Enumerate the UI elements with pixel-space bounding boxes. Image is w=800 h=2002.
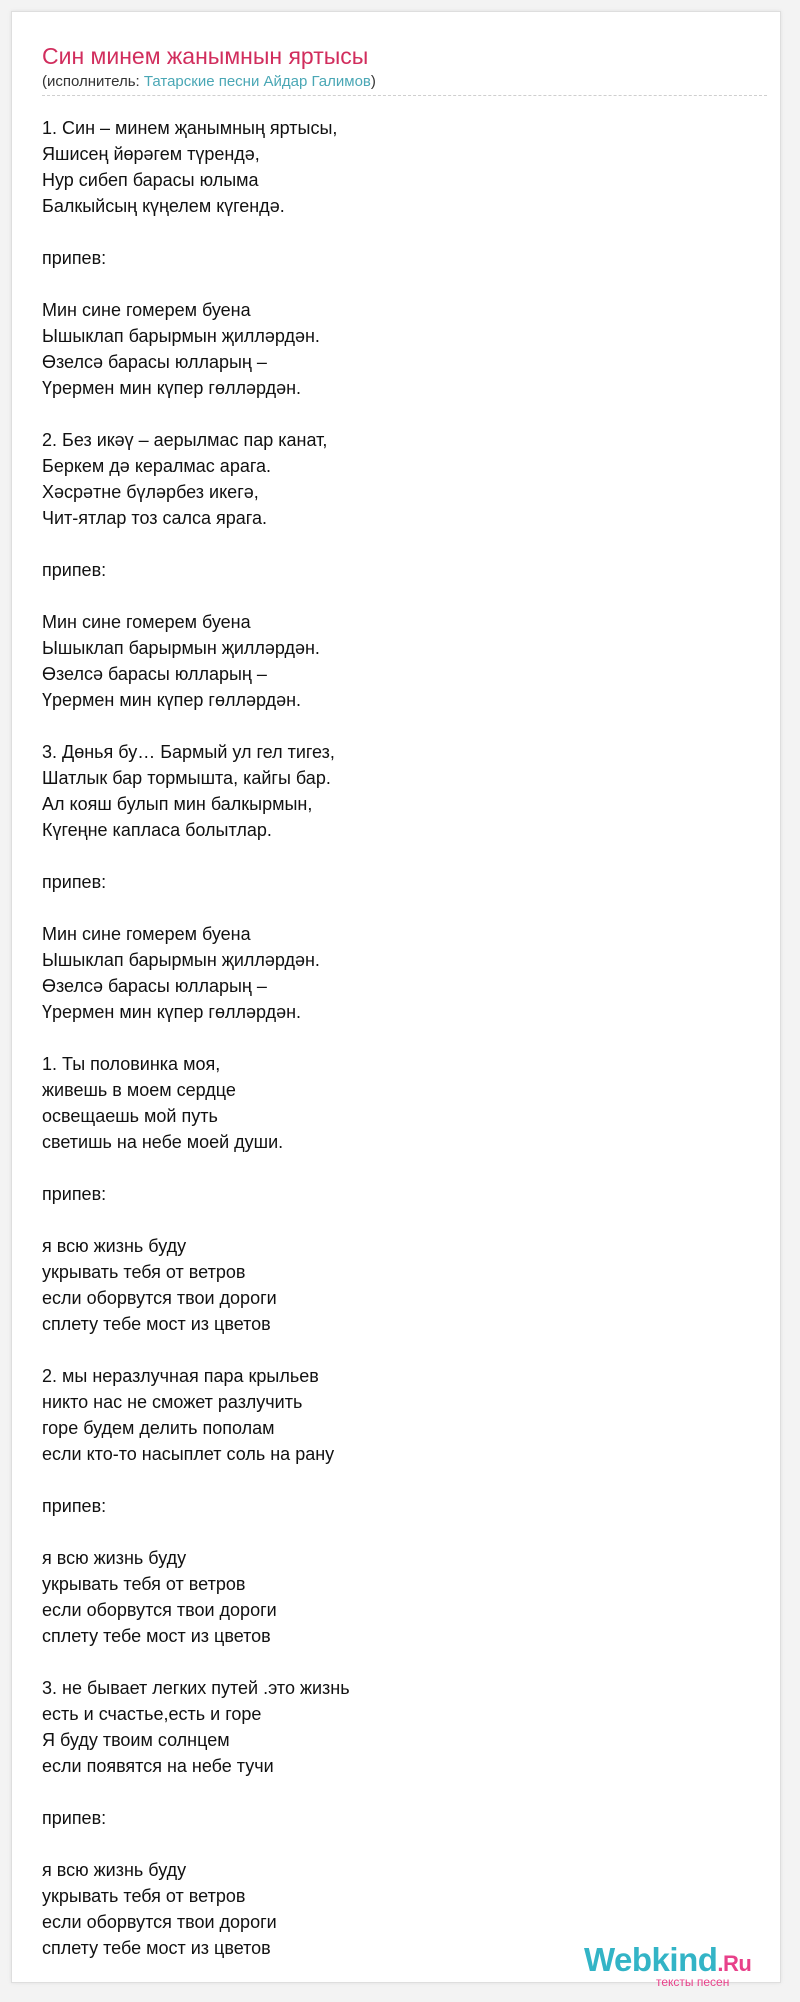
- lyrics-line: я всю жизнь буду: [42, 1860, 187, 1880]
- lyrics-line: Яшисең йөрәгем түрендә,: [42, 144, 260, 164]
- lyrics-line: 2. мы неразлучная пара крыльев: [42, 1366, 319, 1386]
- lyrics-line: Өзелсә барасы юлларың –: [42, 664, 267, 684]
- lyrics-text: [42, 115, 742, 1961]
- lyrics-blank-line: [42, 895, 742, 921]
- lyrics-blank-line: [42, 1337, 742, 1363]
- lyrics-line: припев:: [42, 560, 107, 580]
- lyrics-line: Өзелсә барасы юлларың –: [42, 352, 267, 372]
- lyrics-line: Күгеңне капласа болытлар.: [42, 820, 272, 840]
- lyrics-line: припев:: [42, 1808, 107, 1828]
- lyrics-line: припев:: [42, 872, 107, 892]
- lyrics-line: укрывать тебя от ветров: [42, 1886, 246, 1906]
- lyrics-blank-line: [42, 531, 742, 557]
- lyrics-line: Ал кояш булып мин балкырмын,: [42, 794, 313, 814]
- lyrics-line: 3. не бывает легких путей .это жизнь: [42, 1678, 350, 1698]
- lyrics-line: Хәсрәтне бүләрбез икегә,: [42, 482, 259, 502]
- lyrics-line: если оборвутся твои дороги: [42, 1912, 277, 1932]
- lyrics-line: освещаешь мой путь: [42, 1106, 218, 1126]
- lyrics-line: Балкыйсың күңелем күгендә.: [42, 196, 285, 216]
- lyrics-line: Ышыклап барырмын җилләрдән.: [42, 638, 320, 658]
- lyrics-line: Чит-ятлар тоз салса ярага.: [42, 508, 267, 528]
- lyrics-line: припев:: [42, 1496, 107, 1516]
- lyrics-line: 1. Син – минем җанымның яртысы,: [42, 118, 338, 138]
- lyrics-line: светишь на небе моей души.: [42, 1132, 284, 1152]
- lyrics-line: Мин сине гомерем буена: [42, 612, 251, 632]
- lyrics-blank-line: [42, 1649, 742, 1675]
- lyrics-line: Мин сине гомерем буена: [42, 924, 251, 944]
- lyrics-line: Я буду твоим солнцем: [42, 1730, 230, 1750]
- lyrics-line: я всю жизнь буду: [42, 1236, 187, 1256]
- lyrics-line: припев:: [42, 1184, 107, 1204]
- lyrics-blank-line: [42, 1831, 742, 1857]
- lyrics-line: если появятся на небе тучи: [42, 1756, 274, 1776]
- lyrics-line: Ышыклап барырмын җилләрдән.: [42, 326, 320, 346]
- lyrics-line: если кто-то насыплет соль на рану: [42, 1444, 335, 1464]
- lyrics-line: если оборвутся твои дороги: [42, 1288, 277, 1308]
- lyrics-line: сплету тебе мост из цветов: [42, 1938, 271, 1958]
- lyrics-blank-line: [42, 1519, 742, 1545]
- lyrics-blank-line: [42, 713, 742, 739]
- lyrics-line: укрывать тебя от ветров: [42, 1574, 246, 1594]
- lyrics-blank-line: [42, 219, 742, 245]
- lyrics-blank-line: [42, 1155, 742, 1181]
- lyrics-line: никто нас не сможет разлучить: [42, 1392, 303, 1412]
- lyrics-blank-line: [42, 1025, 742, 1051]
- song-title: Син минем жанымнын яртысы: [42, 43, 369, 69]
- lyrics-line: Үрермен мин күпер гөлләрдән.: [42, 378, 302, 398]
- lyrics-line: Шатлык бар тормышта, кайгы бар.: [42, 768, 331, 788]
- lyrics-blank-line: [42, 1207, 742, 1233]
- performer-link[interactable]: Татарские песни Айдар Галимов: [143, 73, 371, 90]
- logo-name: Webkind: [584, 1941, 718, 1978]
- performer-suffix: ): [370, 73, 376, 90]
- logo-tagline: тексты песен: [656, 1975, 730, 1989]
- lyrics-line: Беркем дә кералмас арага.: [42, 456, 272, 476]
- lyrics-blank-line: [42, 1779, 742, 1805]
- lyrics-line: Үрермен мин күпер гөлләрдән.: [42, 1002, 302, 1022]
- lyrics-line: если оборвутся твои дороги: [42, 1600, 277, 1620]
- lyrics-line: сплету тебе мост из цветов: [42, 1314, 271, 1334]
- lyrics-line: есть и счастье,есть и горе: [42, 1704, 262, 1724]
- lyrics-line: Нур сибеп барасы юлыма: [42, 170, 259, 190]
- lyrics-line: Мин сине гомерем буена: [42, 300, 251, 320]
- lyrics-line: Үрермен мин күпер гөлләрдән.: [42, 690, 302, 710]
- lyrics-blank-line: [42, 401, 742, 427]
- lyrics-blank-line: [42, 583, 742, 609]
- lyrics-line: я всю жизнь буду: [42, 1548, 187, 1568]
- webkind-logo[interactable]: [584, 1940, 784, 1990]
- lyrics-line: Ышыклап барырмын җилләрдән.: [42, 950, 320, 970]
- lyrics-line: 3. Дөнья бу… Бармый ул гел тигез,: [42, 742, 335, 762]
- lyrics-line: 2. Без икәү – аерылмас пар канат,: [42, 430, 328, 450]
- logo-tld: .Ru: [717, 1951, 752, 1976]
- lyrics-line: припев:: [42, 248, 107, 268]
- performer-line: [42, 72, 767, 96]
- lyrics-line: сплету тебе мост из цветов: [42, 1626, 271, 1646]
- lyrics-blank-line: [42, 843, 742, 869]
- performer-prefix: (исполнитель:: [42, 73, 144, 90]
- lyrics-blank-line: [42, 1467, 742, 1493]
- lyrics-line: укрывать тебя от ветров: [42, 1262, 246, 1282]
- lyrics-line: живешь в моем сердце: [42, 1080, 236, 1100]
- lyrics-blank-line: [42, 271, 742, 297]
- lyrics-line: горе будем делить пополам: [42, 1418, 275, 1438]
- lyrics-card: [11, 11, 781, 1989]
- lyrics-line: 1. Ты половинка моя,: [42, 1054, 221, 1074]
- lyrics-line: Өзелсә барасы юлларың –: [42, 976, 267, 996]
